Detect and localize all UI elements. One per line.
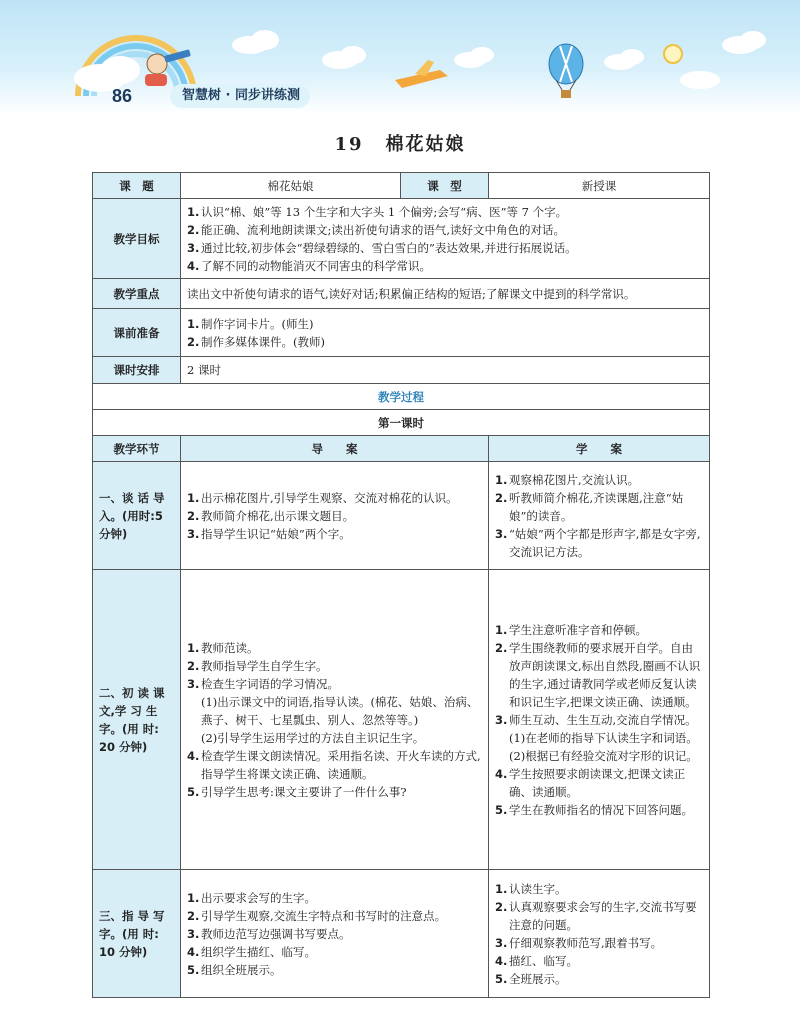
prep-cell (181, 309, 710, 357)
list-number: 3. (187, 676, 200, 691)
list-text: 检查学生课文朗读情况。采用指名读、开火车读的方式,指导学生将课文读正确、读通顺。 (201, 748, 481, 781)
topic-label: 课 题 (93, 173, 181, 199)
list-number: 4. (187, 748, 200, 763)
list-item (187, 525, 482, 543)
list-text: (2)引导学生运用学过的方法自主识记生字。 (201, 730, 425, 745)
stages-body (93, 462, 710, 998)
list-text: 学生注意听准字音和停顿。 (509, 622, 647, 637)
page-number: 86 (112, 86, 133, 106)
goals-row (93, 199, 710, 279)
list-number: 1. (187, 890, 200, 905)
list-item (187, 489, 482, 507)
list-number: 1. (495, 472, 508, 487)
list-number: 4. (187, 944, 200, 959)
header-banner (0, 0, 800, 115)
process-heading: 教学过程 (93, 384, 710, 410)
topic-value: 棉花姑娘 (181, 173, 401, 199)
prep-row (93, 309, 710, 357)
list-number: 2. (495, 899, 508, 914)
hours-label: 课时安排 (93, 357, 181, 384)
list-text: (1)出示课文中的词语,指导认读。(棉花、姑娘、治病、燕子、树干、七星瓢虫、别人、忽然等等。) (201, 694, 479, 727)
list-item (495, 639, 703, 711)
stage-study (489, 570, 710, 870)
list-number: 1. (187, 204, 200, 219)
list-item (495, 952, 703, 970)
prep-list (187, 315, 703, 351)
list-number: 2. (187, 908, 200, 923)
goals-label: 教学目标 (93, 199, 181, 279)
list-item (187, 239, 703, 257)
list-number: 3. (187, 926, 200, 941)
list-number: 2. (495, 490, 508, 505)
series-title: 智慧树 · 同步讲练测 (170, 84, 310, 108)
list-item (187, 889, 482, 907)
list-item (495, 729, 703, 747)
list-number: 1. (187, 490, 200, 505)
process-heading-row (93, 384, 710, 410)
focus-text: 读出文中祈使句请求的语气,读好对话;积累偏正结构的短语;了解课文中提到的科学常识。 (181, 279, 710, 309)
guide-list (187, 639, 482, 801)
lesson-plan-table (92, 172, 710, 998)
list-item (495, 525, 703, 561)
type-value: 新授课 (489, 173, 710, 199)
list-number: 3. (495, 712, 508, 727)
col-study-header: 学 案 (489, 436, 710, 462)
stage-study (489, 870, 710, 998)
focus-label: 教学重点 (93, 279, 181, 309)
list-item (495, 471, 703, 489)
list-number: 1. (495, 622, 508, 637)
list-number: 1. (187, 640, 200, 655)
list-text: 指导学生识记“姑娘”两个字。 (201, 526, 351, 541)
column-header-row (93, 436, 710, 462)
list-item (187, 257, 703, 275)
list-number: 5. (495, 971, 508, 986)
list-item (187, 925, 482, 943)
hours-value: 2 课时 (181, 357, 710, 384)
list-number: 3. (495, 526, 508, 541)
list-item (187, 693, 482, 729)
list-text: 学生在教师指名的情况下回答问题。 (509, 802, 693, 817)
list-item (187, 221, 703, 239)
stage-label: 三、指 导 写 字。(用 时: 10 分钟) (93, 870, 181, 998)
list-item (187, 907, 482, 925)
col-stage-header: 教学环节 (93, 436, 181, 462)
list-item (495, 934, 703, 952)
list-text: 出示要求会写的生字。 (201, 890, 316, 905)
list-number: 2. (495, 640, 508, 655)
list-text: 制作字词卡片。(师生) (201, 316, 314, 331)
stage-row (93, 570, 710, 870)
list-text: 学生按照要求朗读课文,把课文读正确、读通顺。 (509, 766, 686, 799)
list-text: 教师指导学生自学生字。 (201, 658, 328, 673)
list-item (187, 333, 703, 351)
stage-guide (181, 870, 489, 998)
guide-list (187, 889, 482, 979)
goals-list (187, 203, 703, 275)
list-number: 2. (187, 658, 200, 673)
list-text: 教师边范写边强调书写要点。 (201, 926, 351, 941)
stage-label: 一、谈 话 导 入。(用时:5 分钟) (93, 462, 181, 570)
list-number: 3. (495, 935, 508, 950)
topic-row (93, 173, 710, 199)
list-text: 全班展示。 (509, 971, 567, 986)
study-list (495, 880, 703, 988)
col-guide-header: 导 案 (181, 436, 489, 462)
first-lesson-heading: 第一课时 (93, 410, 710, 436)
list-number: 4. (495, 953, 508, 968)
list-text: 认识“棉、娘”等 13 个生字和大字头 1 个偏旁;会写“病、医”等 7 个字。 (201, 204, 568, 219)
study-list (495, 621, 703, 819)
stage-label: 二、初 读 课 文,学 习 生 字。(用 时: 20 分钟) (93, 570, 181, 870)
list-text: 描红、临写。 (509, 953, 578, 968)
list-text: 仔细观察教师范写,跟着书写。 (509, 935, 663, 950)
list-item (187, 203, 703, 221)
goals-cell (181, 199, 710, 279)
stage-guide (181, 462, 489, 570)
list-text: 认真观察要求会写的生字,交流书写要注意的问题。 (509, 899, 697, 932)
list-text: (1)在老师的指导下认读生字和词语。 (509, 730, 698, 745)
list-item (187, 675, 482, 693)
lesson-row (93, 410, 710, 436)
list-number: 3. (187, 526, 200, 541)
list-text: 出示棉花图片,引导学生观察、交流对棉花的认识。 (201, 490, 458, 505)
lesson-number: 19 (334, 134, 364, 155)
list-number: 5. (187, 784, 200, 799)
list-text: 了解不同的动物能消灭不同害虫的科学常识。 (201, 258, 431, 273)
list-item (495, 765, 703, 801)
list-number: 5. (187, 962, 200, 977)
list-text: 观察棉花图片,交流认识。 (509, 472, 640, 487)
list-text: 组织全班展示。 (201, 962, 282, 977)
list-item (495, 711, 703, 729)
list-item (187, 783, 482, 801)
stage-guide (181, 570, 489, 870)
list-number: 2. (187, 334, 200, 349)
list-number: 1. (495, 881, 508, 896)
list-item (495, 880, 703, 898)
lesson-title (0, 130, 800, 156)
list-text: “姑娘”两个字都是形声字,都是女字旁,交流识记方法。 (509, 526, 701, 559)
list-number: 5. (495, 802, 508, 817)
list-item (495, 970, 703, 988)
list-text: 师生互动、生生互动,交流自学情况。 (509, 712, 697, 727)
list-item (187, 729, 482, 747)
list-item (187, 315, 703, 333)
stage-row (93, 462, 710, 570)
stage-study (489, 462, 710, 570)
list-number: 4. (187, 258, 200, 273)
list-text: 组织学生描红、临写。 (201, 944, 316, 959)
list-number: 2. (187, 508, 200, 523)
lesson-name: 棉花姑娘 (385, 134, 466, 155)
list-item (495, 621, 703, 639)
list-number: 2. (187, 222, 200, 237)
list-text: 教师范读。 (201, 640, 259, 655)
list-text: 教师简介棉花,出示课文题目。 (201, 508, 355, 523)
airplane-icon (395, 60, 448, 88)
list-item (495, 489, 703, 525)
list-text: (2)根据已有经验交流对字形的识记。 (509, 748, 698, 763)
list-item (495, 747, 703, 765)
list-text: 认读生字。 (509, 881, 567, 896)
list-text: 能正确、流利地朗读课文;读出祈使句请求的语气,读好文中角色的对话。 (201, 222, 566, 237)
list-text: 通过比较,初步体会“碧绿碧绿的、雪白雪白的”表达效果,并进行拓展说话。 (201, 240, 577, 255)
list-text: 制作多媒体课件。(教师) (201, 334, 325, 349)
list-item (187, 639, 482, 657)
list-text: 引导学生思考:课文主要讲了一件什么事? (201, 784, 407, 799)
focus-row (93, 279, 710, 309)
list-text: 学生围绕教师的要求展开自学。自由放声朗读课文,标出自然段,圈画不认识的生字,通过请教同学或老师反复认读和识记生字,把课文读正确、读通顺。 (509, 640, 701, 709)
hot-air-balloon-icon (549, 44, 583, 98)
stage-row (93, 870, 710, 998)
list-item (495, 898, 703, 934)
guide-list (187, 489, 482, 543)
list-text: 检查生字词语的学习情况。 (201, 676, 339, 691)
list-number: 1. (187, 316, 200, 331)
type-label: 课 型 (401, 173, 489, 199)
hours-row (93, 357, 710, 384)
sun-icon (664, 45, 682, 63)
list-item (187, 507, 482, 525)
list-number: 4. (495, 766, 508, 781)
list-text: 听教师简介棉花,齐读课题,注意“姑娘”的读音。 (509, 490, 684, 523)
list-item (495, 801, 703, 819)
list-item (187, 961, 482, 979)
prep-label: 课前准备 (93, 309, 181, 357)
list-item (187, 657, 482, 675)
list-item (187, 943, 482, 961)
list-number: 3. (187, 240, 200, 255)
study-list (495, 471, 703, 561)
list-text: 引导学生观察,交流生字特点和书写时的注意点。 (201, 908, 447, 923)
list-item (187, 747, 482, 783)
